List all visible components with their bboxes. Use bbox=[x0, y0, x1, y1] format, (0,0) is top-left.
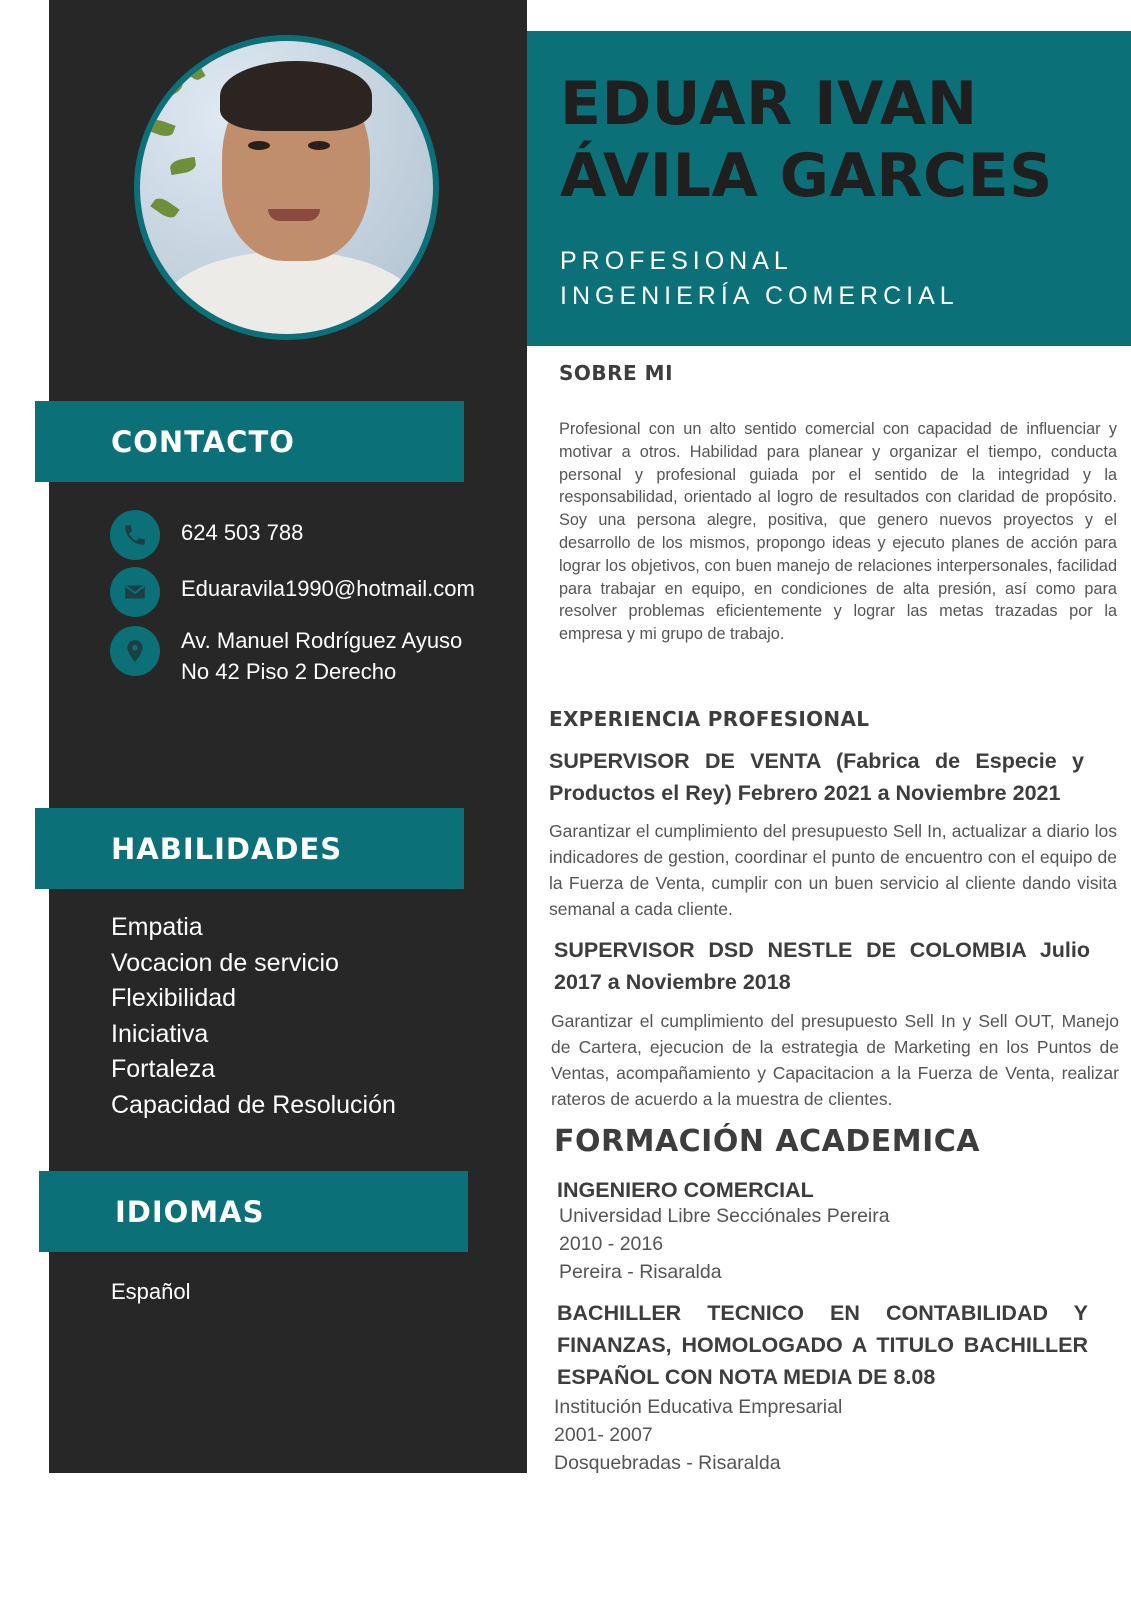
skill-item: Iniciativa bbox=[111, 1019, 209, 1048]
title-line-1: PROFESIONAL bbox=[560, 247, 793, 275]
degree-title: INGENIERO COMERCIAL bbox=[557, 1178, 814, 1202]
institution: Universidad Libre Secciónales Pereira bbox=[559, 1205, 890, 1227]
study-location: Dosquebradas - Risaralda bbox=[554, 1452, 781, 1474]
skills-heading: HABILIDADES bbox=[35, 808, 464, 889]
skills-list bbox=[111, 910, 396, 1124]
phone-number[interactable]: 624 503 788 bbox=[181, 520, 304, 545]
about-heading: SOBRE MI bbox=[559, 361, 674, 385]
address bbox=[181, 625, 462, 687]
job-description: Garantizar el cumplimiento del presupuesto Sell In y Sell OUT, Manejo de Cartera, ejecucion de la estrategia de Marketing en los Puntos de Ventas, acompañamiento y Capacitacion a la Fuerza de Venta, realizar rateros de acuerdo a la muestra de clientes. bbox=[551, 1011, 1119, 1109]
about-text: Profesional con un alto sentido comercial con capacidad de influenciar y motivar a otros. Habilidad para planear y organizar el tiempo, conducta personal y profesional guiada por el sentido de la integridad y la responsabilidad, orientado al logro de resultados con claridad de propósito. Soy una persona alegre, positiva, que genero nuevos proyectos y el desarrollo de los mismos, propongo ideas y ejecuto planes de acción para lograr los objetivos, con buen manejo de relaciones interpersonales, facilidad para trabajar en equipo, en condiciones de alta presión, así como para resolver problemas eficientemente y lograr las metas trazadas por la empresa y mi grupo de trabajo. bbox=[559, 420, 1117, 644]
degree-details bbox=[554, 1393, 842, 1477]
skill-item: Flexibilidad bbox=[111, 984, 237, 1013]
job-title: SUPERVISOR DSD NESTLE DE COLOMBIA Julio 2017 a Noviembre 2018 bbox=[554, 938, 1090, 994]
skill-item: Capacidad de Resolución bbox=[111, 1090, 396, 1119]
skill-item: Vocacion de servicio bbox=[111, 948, 339, 977]
job-title: SUPERVISOR DE VENTA (Fabrica de Especie y Productos el Rey) Febrero 2021 a Noviembre 2021 bbox=[549, 749, 1084, 805]
study-years: 2001- 2007 bbox=[554, 1424, 653, 1446]
email-link[interactable]: Eduaravila1990@hotmail.com bbox=[181, 576, 475, 601]
mail-icon bbox=[110, 567, 160, 617]
skill-item: Fortaleza bbox=[111, 1055, 216, 1084]
skill-item: Empatia bbox=[111, 913, 203, 941]
name-line-2: ÁVILA GARCES bbox=[560, 141, 1053, 211]
location-pin-icon bbox=[110, 626, 160, 676]
address-line-1: Av. Manuel Rodríguez Ayuso bbox=[181, 628, 463, 653]
degree-title: BACHILLER TECNICO EN CONTABILIDAD Y FINANZAS, HOMOLOGADO A TITULO BACHILLER ESPAÑOL CON NOTA MEDIA DE 8.08 bbox=[557, 1301, 1088, 1389]
profile-photo bbox=[134, 35, 439, 340]
institution: Institución Educativa Empresarial bbox=[554, 1396, 843, 1418]
full-name bbox=[560, 68, 1120, 212]
study-years: 2010 - 2016 bbox=[559, 1233, 664, 1255]
education-heading: FORMACIÓN ACADEMICA bbox=[554, 1124, 980, 1159]
title-line-2: INGENIERÍA COMERCIAL bbox=[560, 282, 959, 310]
language-item: Español bbox=[111, 1279, 191, 1304]
name-line-1: EDUAR IVAN bbox=[560, 69, 978, 139]
experience-heading: EXPERIENCIA PROFESIONAL bbox=[549, 707, 870, 731]
study-location: Pereira - Risaralda bbox=[559, 1261, 722, 1283]
languages-heading: IDIOMAS bbox=[39, 1171, 468, 1252]
professional-title bbox=[560, 244, 1120, 314]
job-description: Garantizar el cumplimiento del presupuesto Sell In, actualizar a diario los indicadores de gestion, coordinar el punto de encuentro con el equipo de la Fuerza de Venta, cumplir con un buen servicio al cliente dando visita semanal a cada cliente. bbox=[549, 821, 1117, 919]
address-line-2: No 42 Piso 2 Derecho bbox=[181, 659, 397, 684]
phone-icon bbox=[110, 510, 160, 560]
degree-details bbox=[559, 1202, 890, 1286]
contact-heading: CONTACTO bbox=[35, 401, 464, 482]
